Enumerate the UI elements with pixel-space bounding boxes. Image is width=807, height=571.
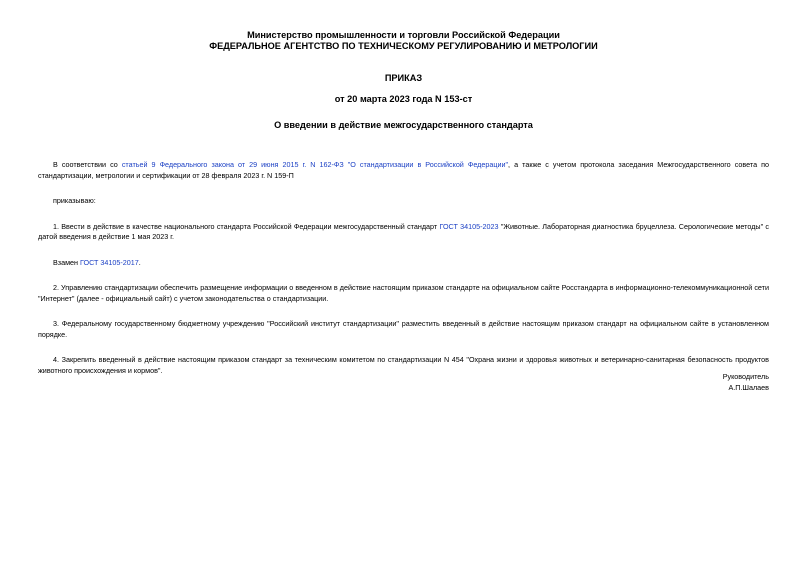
item-1-text-start: 1. Ввести в действие в качестве национального стандарта Российской Федерации межгосударственный стандарт xyxy=(53,221,440,231)
item-4-paragraph: 4. Закрепить введенный в действие настоящим приказом стандарт за техническим комитетом по стандартизации N 454 "Охрана жизни и здоровья животных и ветеринарно-санитарная безопасность продуктов животного происхождения и кормов". xyxy=(38,355,769,375)
signatory-name: А.П.Шалаев xyxy=(728,382,769,392)
preamble-text-start: В соответствии со xyxy=(53,160,122,169)
item-1-paragraph xyxy=(38,222,769,243)
document-type: ПРИКАЗ xyxy=(384,73,423,83)
document-subject: О введении в действие межгосударственного стандарта xyxy=(274,120,533,130)
document-page xyxy=(38,30,769,391)
item-2-paragraph: 2. Управлению стандартизации обеспечить размещение информации о введенном в действие настоящим приказом стандарте на официальном сайте Росстандарта в информационно-телекоммуникационной сети "Интернет" (далее - официальный сайт) с учетом законодательства о стандартизации. xyxy=(38,283,769,303)
replaces-text: Взамен xyxy=(53,257,80,267)
item-1-text-end: "Животные. Лабораторная диагностика бруцеллеза. Серологические методы" с датой введения в действие 1 мая 2023 г. xyxy=(38,221,769,241)
signature-block xyxy=(723,372,769,393)
gost-2023-link[interactable]: ГОСТ 34105-2023 xyxy=(439,221,499,231)
item-3-paragraph: 3. Федеральному государственному бюджетному учреждению "Российский институт стандартизации" разместить введенный в действие настоящим приказом стандарт на официальном сайте в установленном порядке. xyxy=(38,319,769,339)
preamble-text-end: , а также с учетом протокола заседания Межгосударственного совета по стандартизации, метрологии и сертификации от 28 февраля 2023 г. N 159-П xyxy=(38,160,769,180)
preamble-paragraph xyxy=(38,160,769,181)
document-header xyxy=(38,30,769,131)
agency-name: ФЕДЕРАЛЬНОЕ АГЕНТСТВО ПО ТЕХНИЧЕСКОМУ РЕГУЛИРОВАНИЮ И МЕТРОЛОГИИ xyxy=(209,41,598,51)
replaces-paragraph xyxy=(38,258,769,269)
federal-law-link[interactable]: статьей 9 Федерального закона от 29 июня 2015 г. N 162-ФЗ "О стандартизации в Российской Федерации" xyxy=(121,160,509,169)
signatory-title: Руководитель xyxy=(722,372,769,381)
orders-word: приказываю: xyxy=(53,196,96,205)
replaces-text-end: . xyxy=(138,257,141,267)
document-body xyxy=(38,160,769,376)
ministry-name: Министерство промышленности и торговли Российской Федерации xyxy=(247,30,560,40)
document-date-number: от 20 марта 2023 года N 153-ст xyxy=(334,94,473,104)
gost-2017-link[interactable]: ГОСТ 34105-2017 xyxy=(80,257,139,267)
